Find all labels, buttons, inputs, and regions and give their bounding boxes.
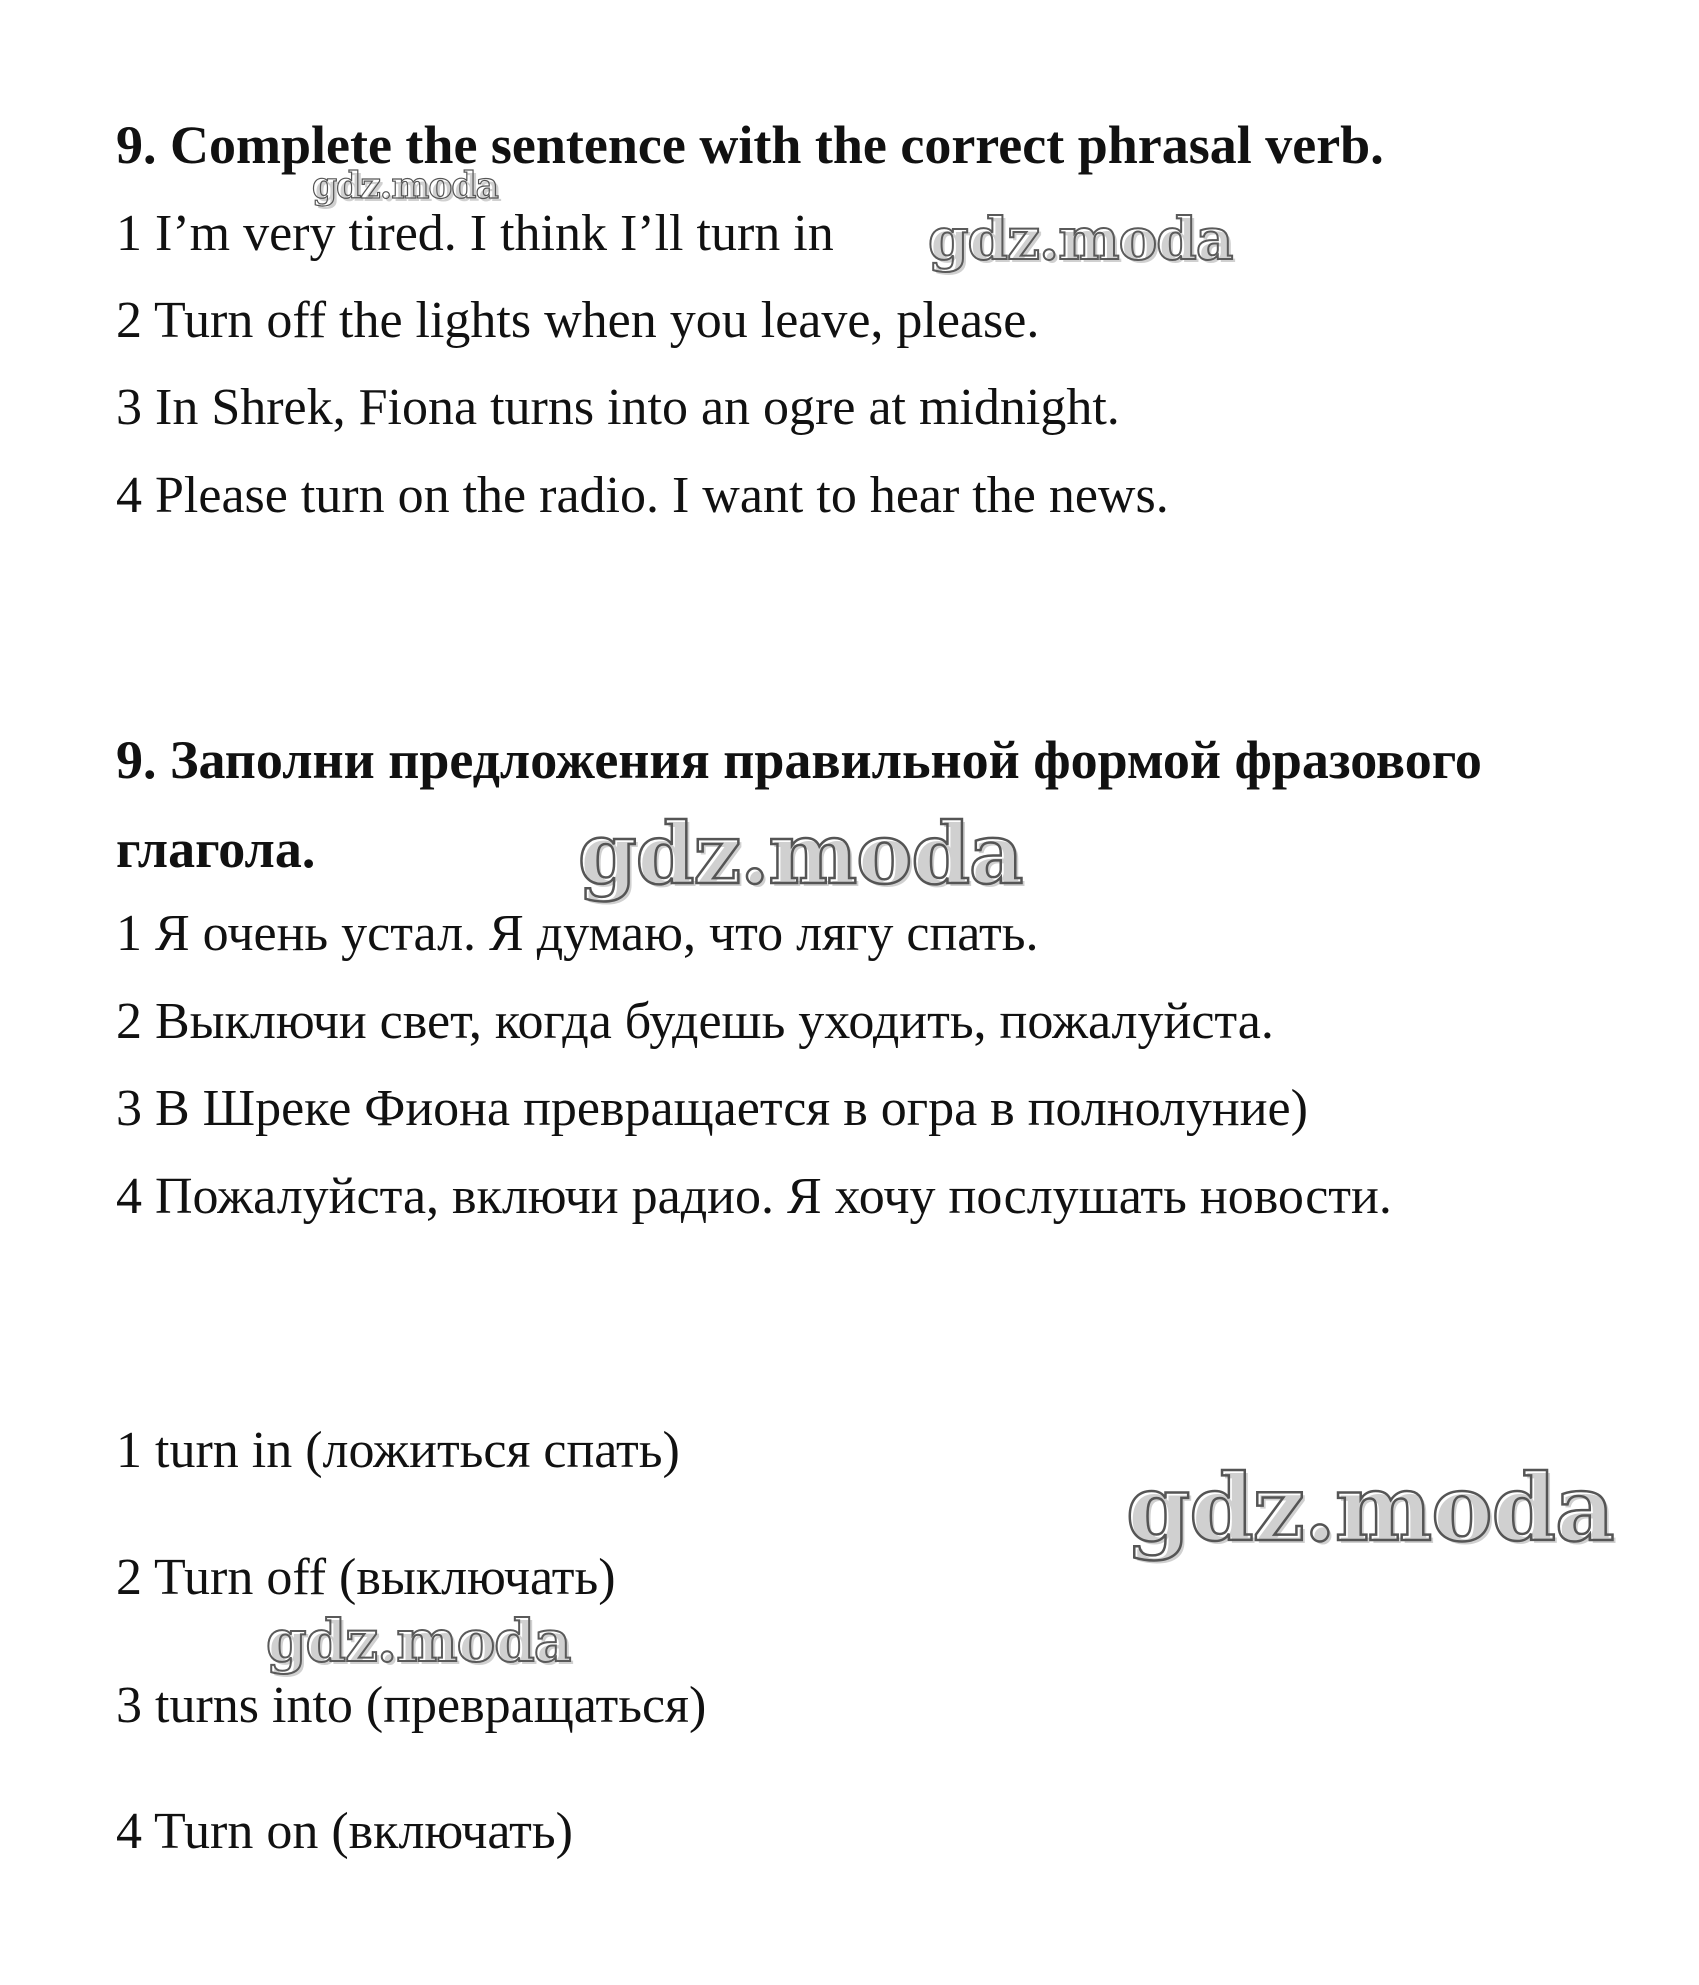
answer-3: 3 turns into (превращаться) (116, 1677, 707, 1734)
watermark-logo: gdz.moda (578, 804, 1023, 903)
english-task-heading: 9. Complete the sentence with the correct phrasal verb. (116, 115, 1384, 175)
answer-4: 4 Turn on (включать) (116, 1803, 573, 1860)
english-sentence-1: 1 I’m very tired. I think I’ll turn in (116, 205, 834, 262)
english-sentence-2: 2 Turn off the lights when you leave, please. (116, 292, 1040, 349)
english-sentence-4: 4 Please turn on the radio. I want to hear the news. (116, 467, 1169, 524)
watermark-logo: gdz.moda (312, 165, 498, 207)
answer-1: 1 turn in (ложиться спать) (116, 1422, 680, 1479)
english-sentence-3: 3 In Shrek, Fiona turns into an ogre at midnight. (116, 379, 1120, 436)
russian-sentence-4: 4 Пожалуйста, включи радио. Я хочу послушать новости. (116, 1168, 1392, 1225)
russian-sentence-2: 2 Выключи свет, когда будешь уходить, пожалуйста. (116, 993, 1274, 1050)
answer-2: 2 Turn off (выключать) (116, 1549, 616, 1606)
russian-task-heading-line-1: 9. Заполни предложения правильной формой фразового (116, 730, 1482, 790)
watermark-logo: gdz.moda (266, 1607, 571, 1675)
russian-sentence-1: 1 Я очень устал. Я думаю, что лягу спать. (116, 905, 1039, 962)
watermark-logo: gdz.moda (1126, 1454, 1614, 1562)
watermark-logo: gdz.moda (928, 205, 1233, 273)
russian-sentence-3: 3 В Шреке Фиона превращается в огра в полнолуние) (116, 1080, 1308, 1137)
russian-task-heading-line-2: глагола. (116, 819, 316, 879)
